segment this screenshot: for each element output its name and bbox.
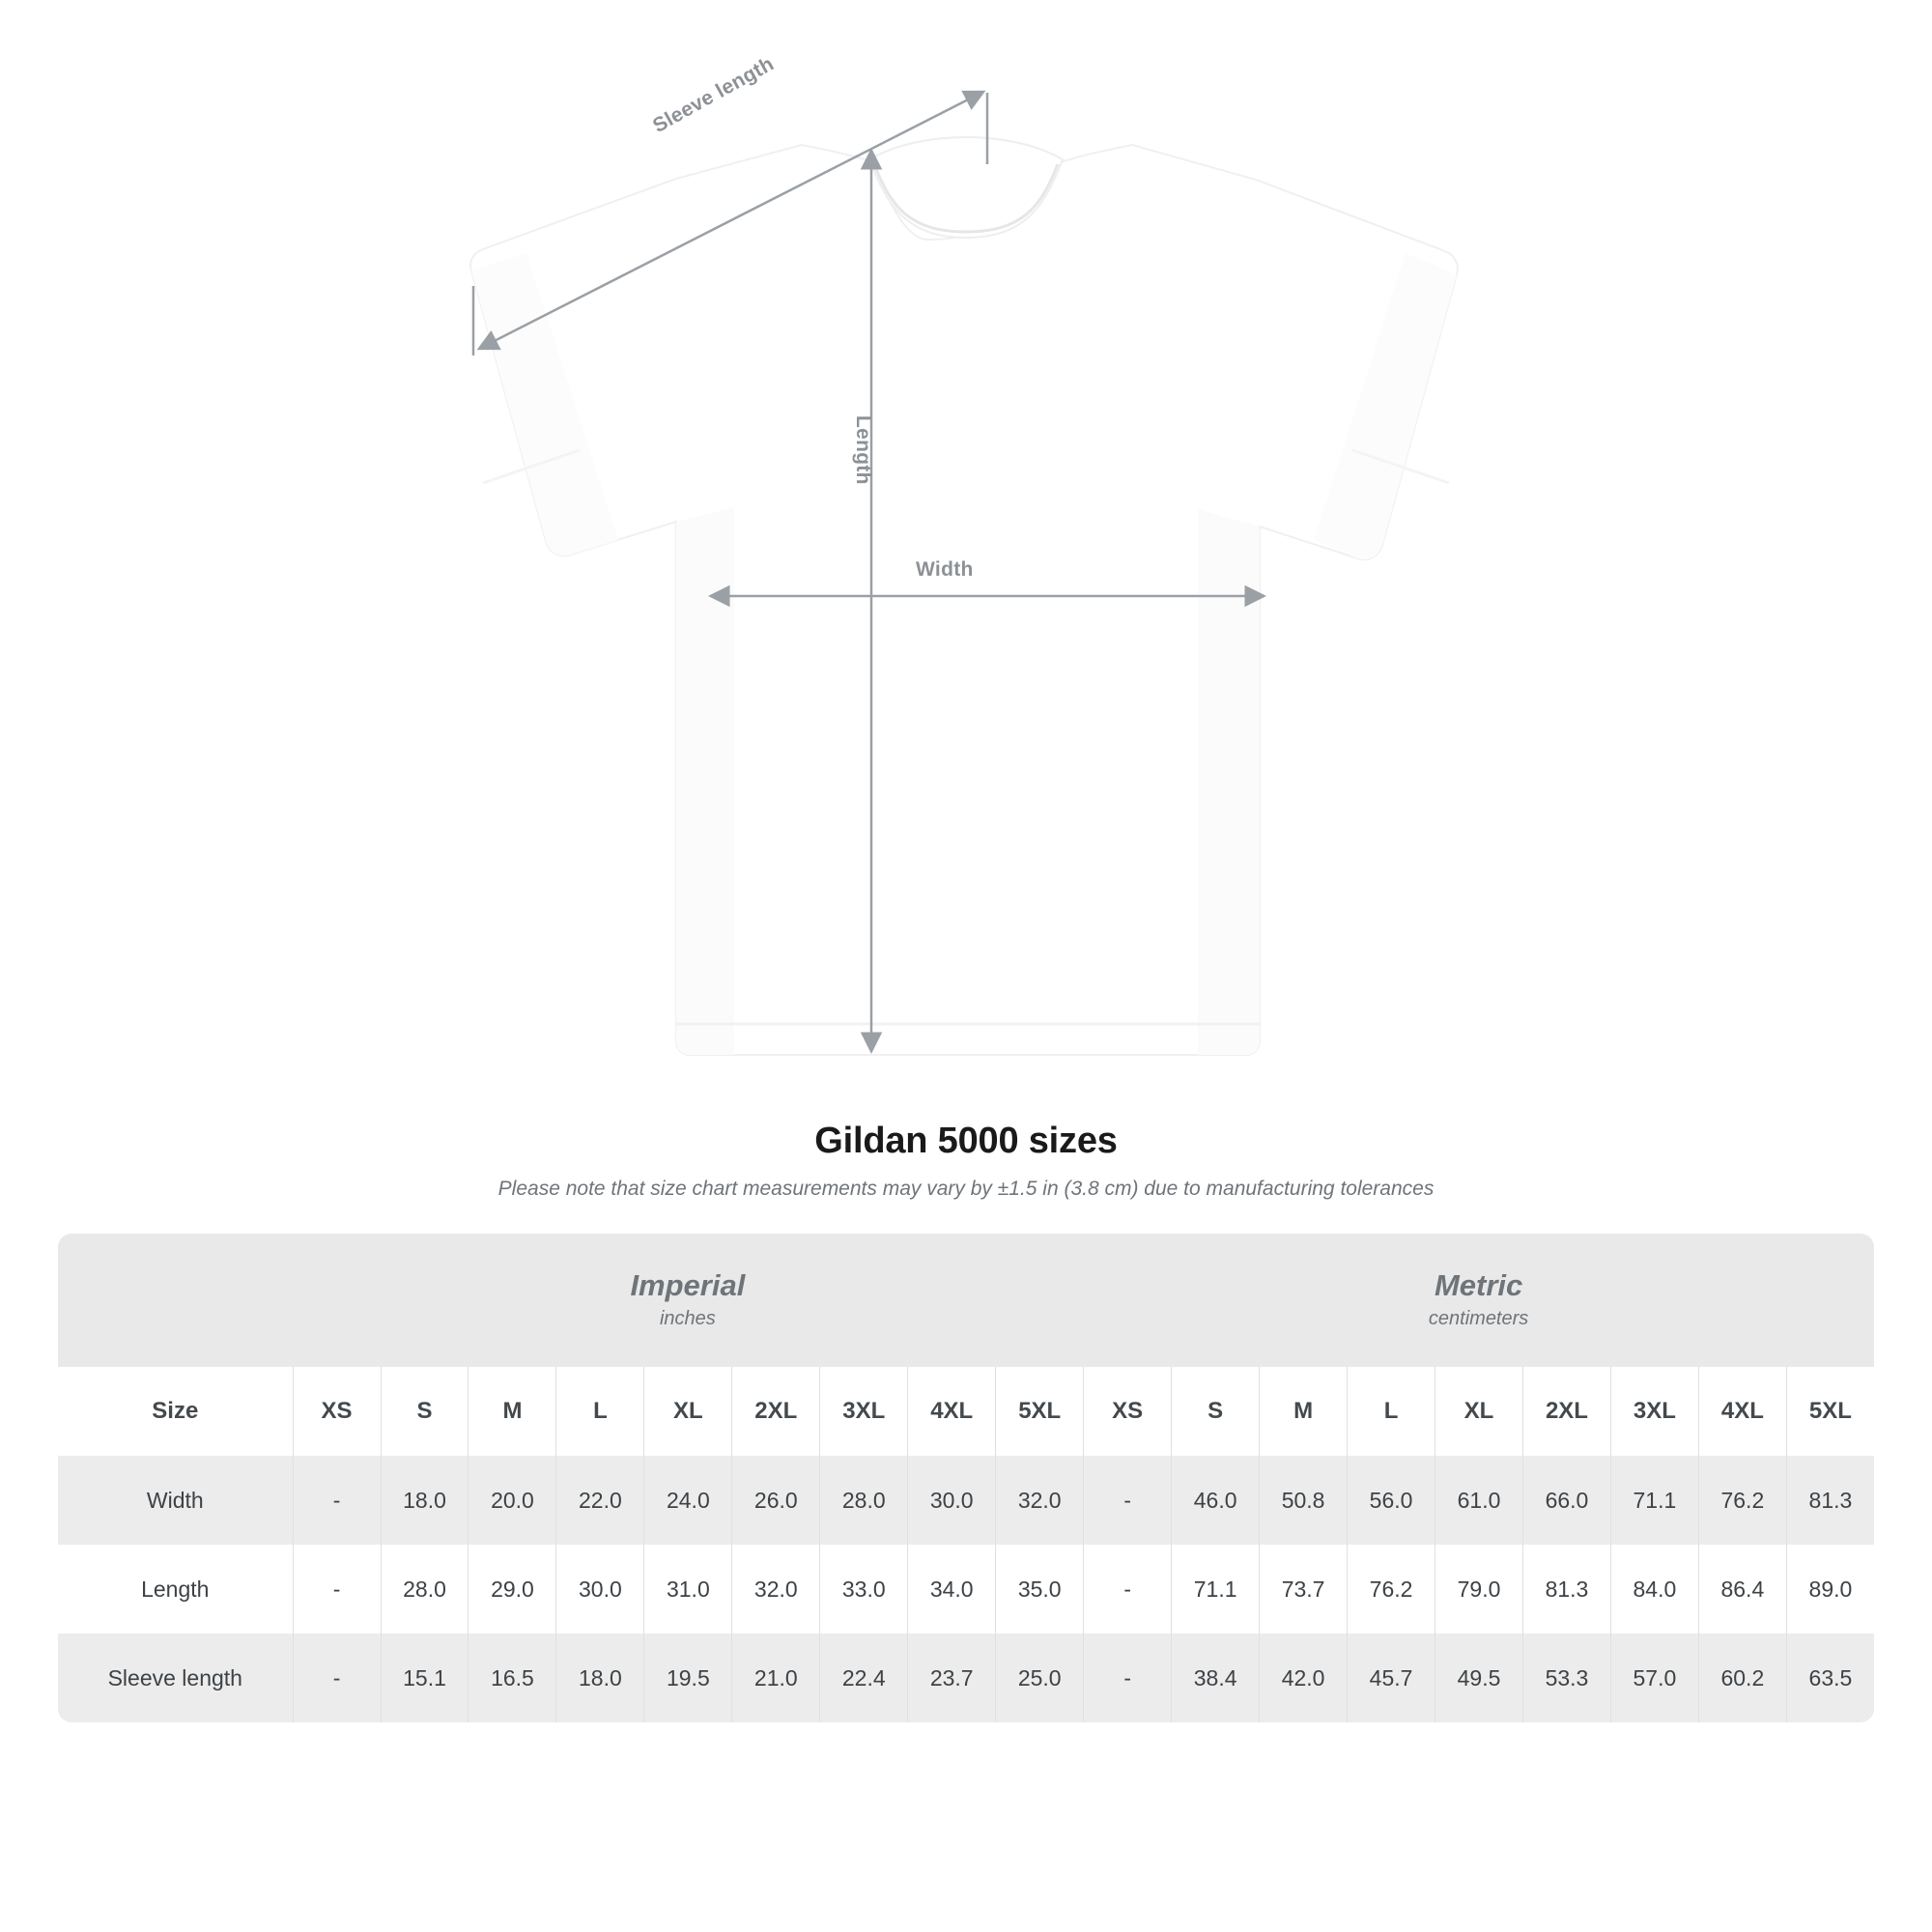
- cell-length-metric-2xl: 81.3: [1522, 1545, 1610, 1634]
- cell-sleeve-imperial-l: 18.0: [555, 1634, 643, 1722]
- size-table-wrapper: [58, 1234, 1874, 1722]
- cell-width-imperial-xs: -: [293, 1456, 381, 1545]
- cell-length-imperial-s: 28.0: [381, 1545, 469, 1634]
- cell-length-metric-xl: 79.0: [1435, 1545, 1522, 1634]
- cell-sleeve-imperial-m: 16.5: [468, 1634, 555, 1722]
- cell-length-metric-m: 73.7: [1259, 1545, 1347, 1634]
- cell-sleeve-metric-xl: 49.5: [1435, 1634, 1522, 1722]
- cell-sleeve-metric-2xl: 53.3: [1522, 1634, 1610, 1722]
- cell-length-metric-s: 71.1: [1171, 1545, 1259, 1634]
- cell-width-imperial-s: 18.0: [381, 1456, 469, 1545]
- size-header-metric-2xl: 2XL: [1522, 1367, 1610, 1456]
- cell-width-imperial-l: 22.0: [555, 1456, 643, 1545]
- cell-sleeve-imperial-3xl: 22.4: [819, 1634, 907, 1722]
- cell-width-imperial-xl: 24.0: [643, 1456, 731, 1545]
- unit-header-imperial: [293, 1234, 1084, 1367]
- size-table: [58, 1234, 1874, 1722]
- cell-sleeve-imperial-2xl: 21.0: [731, 1634, 819, 1722]
- cell-length-metric-xs: -: [1083, 1545, 1171, 1634]
- size-header-metric-xl: XL: [1435, 1367, 1522, 1456]
- cell-width-metric-xs: -: [1083, 1456, 1171, 1545]
- row-label-width: Width: [58, 1456, 293, 1545]
- size-header-imperial-xl: XL: [643, 1367, 731, 1456]
- size-header-imperial-2xl: 2XL: [731, 1367, 819, 1456]
- cell-length-metric-l: 76.2: [1347, 1545, 1435, 1634]
- cell-sleeve-metric-l: 45.7: [1347, 1634, 1435, 1722]
- page-title: Gildan 5000 sizes: [814, 1121, 1118, 1161]
- cell-width-imperial-3xl: 28.0: [819, 1456, 907, 1545]
- size-header-metric-xs: XS: [1083, 1367, 1171, 1456]
- cell-width-metric-xl: 61.0: [1435, 1456, 1522, 1545]
- size-header-row: [58, 1367, 1874, 1456]
- cell-width-imperial-m: 20.0: [468, 1456, 555, 1545]
- cell-length-imperial-xl: 31.0: [643, 1545, 731, 1634]
- size-header-imperial-xs: XS: [293, 1367, 381, 1456]
- cell-sleeve-metric-m: 42.0: [1259, 1634, 1347, 1722]
- cell-length-metric-5xl: 89.0: [1786, 1545, 1874, 1634]
- size-header-imperial-4xl: 4XL: [907, 1367, 995, 1456]
- cell-sleeve-imperial-xs: -: [293, 1634, 381, 1722]
- cell-length-imperial-3xl: 33.0: [819, 1545, 907, 1634]
- cell-length-imperial-2xl: 32.0: [731, 1545, 819, 1634]
- size-header-imperial-3xl: 3XL: [819, 1367, 907, 1456]
- cell-length-imperial-l: 30.0: [555, 1545, 643, 1634]
- unit-sub-metric: centimeters: [1428, 1308, 1529, 1330]
- sleeve-length-label: Sleeve length: [649, 52, 778, 138]
- cell-sleeve-imperial-5xl: 25.0: [995, 1634, 1083, 1722]
- size-header-metric-s: S: [1171, 1367, 1259, 1456]
- cell-width-metric-4xl: 76.2: [1698, 1456, 1786, 1545]
- cell-width-metric-m: 50.8: [1259, 1456, 1347, 1545]
- cell-sleeve-metric-xs: -: [1083, 1634, 1171, 1722]
- row-label-sleeve-length: Sleeve length: [58, 1634, 293, 1722]
- cell-sleeve-imperial-xl: 19.5: [643, 1634, 731, 1722]
- cell-width-imperial-4xl: 30.0: [907, 1456, 995, 1545]
- cell-width-metric-2xl: 66.0: [1522, 1456, 1610, 1545]
- size-header-imperial-s: S: [381, 1367, 469, 1456]
- cell-width-imperial-2xl: 26.0: [731, 1456, 819, 1545]
- cell-length-imperial-m: 29.0: [468, 1545, 555, 1634]
- size-header-imperial-5xl: 5XL: [995, 1367, 1083, 1456]
- row-label-length: Length: [58, 1545, 293, 1634]
- cell-width-metric-3xl: 71.1: [1610, 1456, 1698, 1545]
- title-block: [0, 1121, 1932, 1201]
- unit-sub-imperial: inches: [659, 1308, 716, 1330]
- cell-width-metric-l: 56.0: [1347, 1456, 1435, 1545]
- cell-length-metric-4xl: 86.4: [1698, 1545, 1786, 1634]
- size-header-metric-5xl: 5XL: [1786, 1367, 1874, 1456]
- cell-width-metric-5xl: 81.3: [1786, 1456, 1874, 1545]
- cell-sleeve-metric-s: 38.4: [1171, 1634, 1259, 1722]
- tolerance-note: Please note that size chart measurements may vary by ±1.5 in (3.8 cm) due to manufacturing tolerances: [497, 1178, 1435, 1200]
- size-header-imperial-m: M: [468, 1367, 555, 1456]
- cell-length-metric-3xl: 84.0: [1610, 1545, 1698, 1634]
- table-row: [58, 1545, 1874, 1634]
- unit-header-spacer: [58, 1234, 293, 1367]
- size-header-metric-l: L: [1347, 1367, 1435, 1456]
- size-header-imperial-l: L: [555, 1367, 643, 1456]
- cell-length-imperial-xs: -: [293, 1545, 381, 1634]
- unit-header-metric: [1083, 1234, 1874, 1367]
- table-row: [58, 1456, 1874, 1545]
- cell-sleeve-metric-3xl: 57.0: [1610, 1634, 1698, 1722]
- width-label: Width: [916, 558, 974, 581]
- cell-width-imperial-5xl: 32.0: [995, 1456, 1083, 1545]
- cell-length-imperial-5xl: 35.0: [995, 1545, 1083, 1634]
- size-header-metric-3xl: 3XL: [1610, 1367, 1698, 1456]
- unit-name-imperial: Imperial: [630, 1267, 746, 1302]
- unit-header-row: [58, 1234, 1874, 1367]
- cell-sleeve-imperial-s: 15.1: [381, 1634, 469, 1722]
- size-header-metric-m: M: [1259, 1367, 1347, 1456]
- length-label: Length: [852, 415, 874, 485]
- size-header-label: Size: [58, 1367, 293, 1456]
- cell-sleeve-metric-4xl: 60.2: [1698, 1634, 1786, 1722]
- cell-width-metric-s: 46.0: [1171, 1456, 1259, 1545]
- cell-sleeve-metric-5xl: 63.5: [1786, 1634, 1874, 1722]
- table-row: [58, 1634, 1874, 1722]
- cell-sleeve-imperial-4xl: 23.7: [907, 1634, 995, 1722]
- size-header-metric-4xl: 4XL: [1698, 1367, 1786, 1456]
- cell-length-imperial-4xl: 34.0: [907, 1545, 995, 1634]
- unit-name-metric: Metric: [1434, 1267, 1523, 1302]
